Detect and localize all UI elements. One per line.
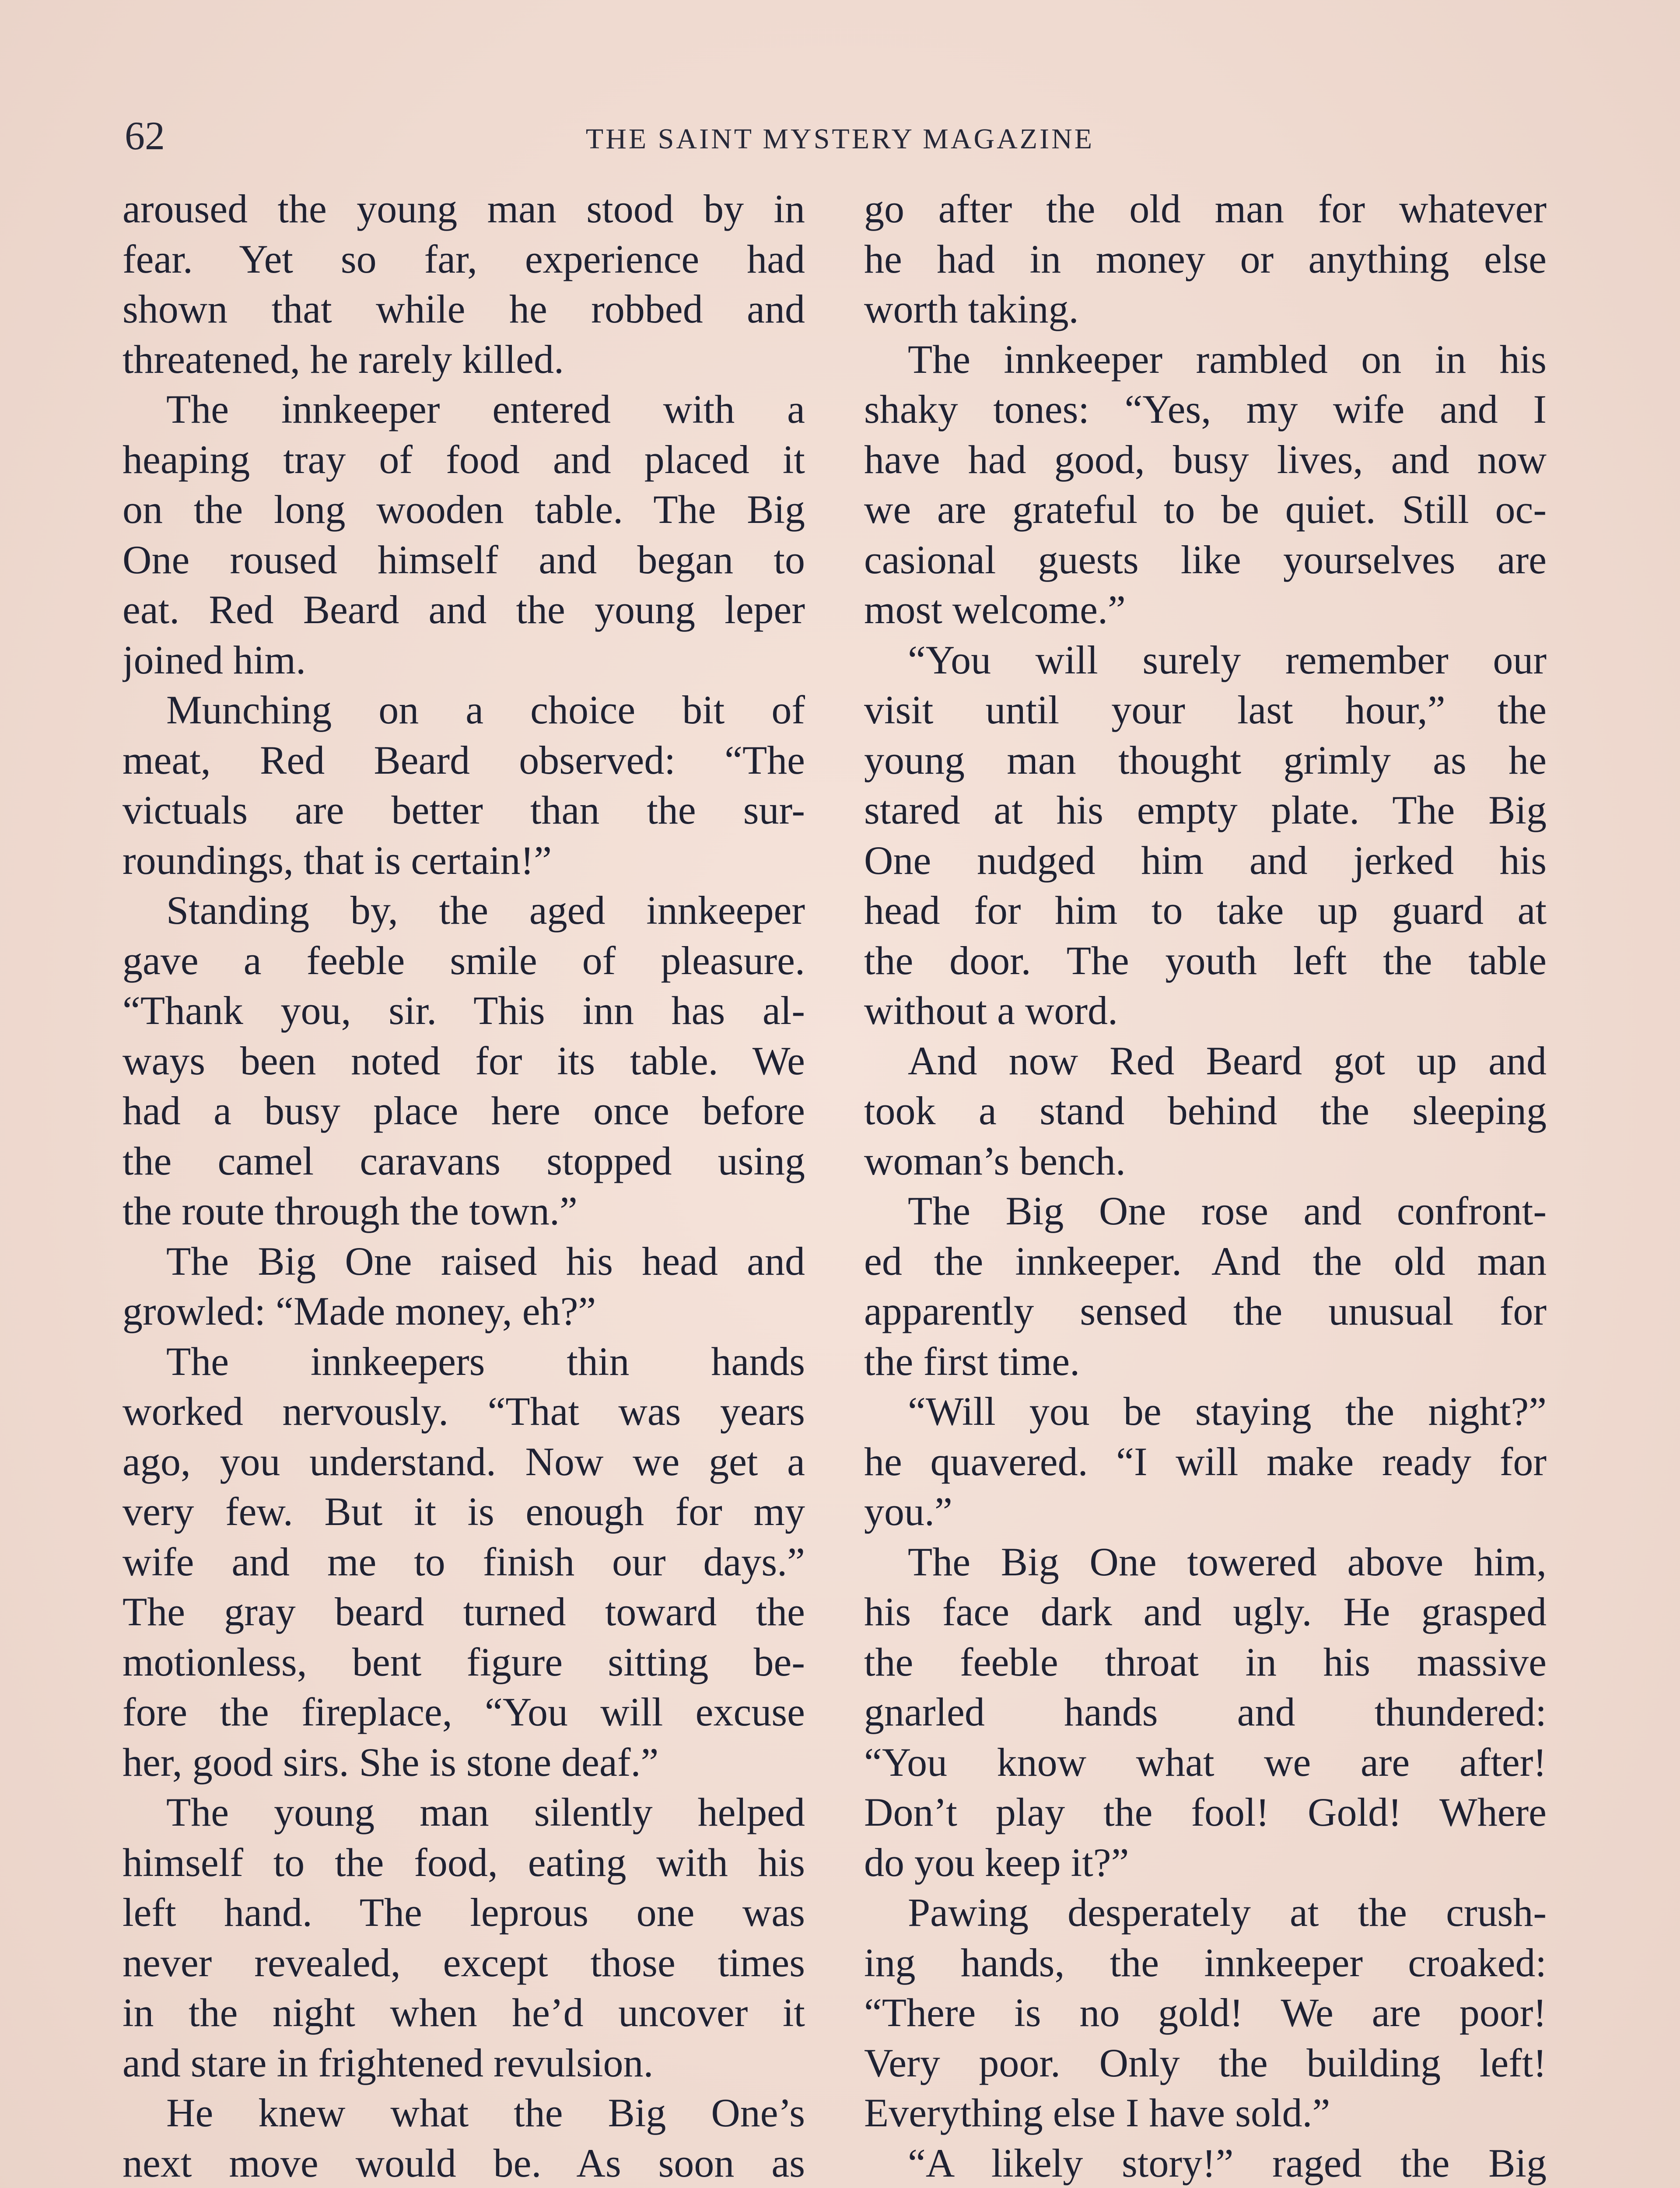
text-line: had a busy place here once before xyxy=(122,1088,805,1133)
text-line: worked nervously. “That was years xyxy=(122,1389,805,1434)
text-line: the route through the town.” xyxy=(122,1189,578,1233)
text-line: head for him to take up guard at xyxy=(864,888,1547,933)
text-line: The young man silently helped xyxy=(166,1790,805,1834)
text-line: threatened, he rarely killed. xyxy=(122,337,564,382)
text-line: victuals are better than the sur- xyxy=(122,788,805,832)
text-line: the feeble throat in his massive xyxy=(864,1639,1547,1684)
text-line: “There is no gold! We are poor! xyxy=(864,1990,1547,2035)
text-line: Munching on a choice bit of xyxy=(166,687,805,732)
text-line: The gray beard turned toward the xyxy=(122,1589,805,1634)
text-line: stared at his empty plate. The Big xyxy=(864,788,1547,832)
text-line: ways been noted for its table. We xyxy=(122,1038,805,1083)
text-line: One nudged him and jerked his xyxy=(864,838,1547,883)
text-line: never revealed, except those times xyxy=(122,1940,805,1985)
text-line: casional guests like yourselves are xyxy=(864,537,1547,582)
text-line: most welcome.” xyxy=(864,587,1126,632)
text-line: And now Red Beard got up and xyxy=(908,1038,1547,1083)
right-column xyxy=(864,184,1547,2188)
text-line: without a word. xyxy=(864,988,1118,1033)
text-line: gnarled hands and thundered: xyxy=(864,1690,1547,1734)
text-line: shaky tones: “Yes, my wife and I xyxy=(864,387,1547,431)
left-column xyxy=(122,184,805,2188)
text-line: roundings, that is certain!” xyxy=(122,838,552,883)
text-line: the door. The youth left the table xyxy=(864,938,1547,983)
text-line: Standing by, the aged innkeeper xyxy=(166,888,805,933)
text-line: the first time. xyxy=(864,1339,1080,1384)
text-line: in the night when he’d uncover it xyxy=(122,1990,805,2035)
text-line: very few. But it is enough for my xyxy=(122,1489,805,1534)
text-line: ing hands, the innkeeper croaked: xyxy=(864,1940,1547,1985)
text-line: have had good, busy lives, and now xyxy=(864,437,1547,482)
text-line: fore the fireplace, “You will excuse xyxy=(122,1690,805,1734)
text-line: left hand. The leprous one was xyxy=(122,1890,805,1935)
text-line: do you keep it?” xyxy=(864,1840,1129,1885)
text-line: gave a feeble smile of pleasure. xyxy=(122,938,805,983)
text-line: One roused himself and began to xyxy=(122,537,805,582)
text-line: motionless, bent figure sitting be- xyxy=(122,1639,805,1684)
text-line: “You know what we are after! xyxy=(864,1739,1547,1785)
text-line: ago, you understand. Now we get a xyxy=(122,1439,805,1484)
text-line: he had in money or anything else xyxy=(864,236,1547,281)
text-line: Everything else I have sold.” xyxy=(864,2090,1330,2135)
text-line: The innkeeper rambled on in his xyxy=(908,337,1547,382)
text-line: go after the old man for whatever xyxy=(864,186,1547,231)
text-line: her, good sirs. She is stone deaf.” xyxy=(122,1739,659,1785)
text-line: fear. Yet so far, experience had xyxy=(122,236,805,281)
text-line: on the long wooden table. The Big xyxy=(122,487,805,532)
page-header xyxy=(125,112,1555,164)
text-line: “A likely story!” raged the Big xyxy=(908,2140,1547,2185)
text-line: “Will you be staying the night?” xyxy=(908,1389,1547,1434)
text-line: He knew what the Big One’s xyxy=(166,2090,805,2135)
page-number: 62 xyxy=(125,113,165,158)
text-line: ed the innkeeper. And the old man xyxy=(864,1238,1547,1283)
text-line: aroused the young man stood by in xyxy=(122,186,805,231)
text-line: he quavered. “I will make ready for xyxy=(864,1439,1547,1484)
text-line: “You will surely remember our xyxy=(908,637,1547,682)
text-line: The Big One rose and confront- xyxy=(908,1189,1547,1233)
text-line: and stare in frightened revulsion. xyxy=(122,2040,654,2085)
text-line: his face dark and ugly. He grasped xyxy=(864,1589,1547,1634)
text-line: we are grateful to be quiet. Still oc- xyxy=(864,487,1547,532)
text-line: apparently sensed the unusual for xyxy=(864,1289,1547,1333)
text-line: joined him. xyxy=(122,637,306,682)
text-line: Pawing desperately at the crush- xyxy=(908,1890,1547,1935)
text-line: next move would be. As soon as xyxy=(122,2140,805,2185)
text-line: shown that while he robbed and xyxy=(122,287,805,331)
text-line: woman’s bench. xyxy=(864,1138,1126,1183)
text-line: eat. Red Beard and the young leper xyxy=(122,587,805,632)
text-line: The Big One towered above him, xyxy=(908,1539,1547,1584)
text-line: Very poor. Only the building left! xyxy=(864,2040,1547,2085)
text-line: The Big One raised his head and xyxy=(166,1238,805,1283)
text-line: Don’t play the fool! Gold! Where xyxy=(864,1790,1547,1834)
text-line: The innkeeper entered with a xyxy=(166,387,805,431)
text-line: heaping tray of food and placed it xyxy=(122,437,805,482)
text-line: wife and me to finish our days.” xyxy=(122,1539,805,1584)
text-line: growled: “Made money, eh?” xyxy=(122,1289,596,1333)
text-line: visit until your last hour,” the xyxy=(864,687,1547,732)
text-line: took a stand behind the sleeping xyxy=(864,1088,1547,1133)
text-line: worth taking. xyxy=(864,287,1079,331)
text-line: “Thank you, sir. This inn has al- xyxy=(122,988,805,1033)
text-line: the camel caravans stopped using xyxy=(122,1138,805,1183)
running-head: THE SAINT MYSTERY MAGAZINE xyxy=(585,123,1095,155)
text-line: himself to the food, eating with his xyxy=(122,1840,805,1885)
text-line: young man thought grimly as he xyxy=(864,737,1547,782)
text-line: meat, Red Beard observed: “The xyxy=(122,737,805,782)
text-line: The innkeepers thin hands xyxy=(166,1339,805,1384)
text-line: you.” xyxy=(864,1489,952,1534)
